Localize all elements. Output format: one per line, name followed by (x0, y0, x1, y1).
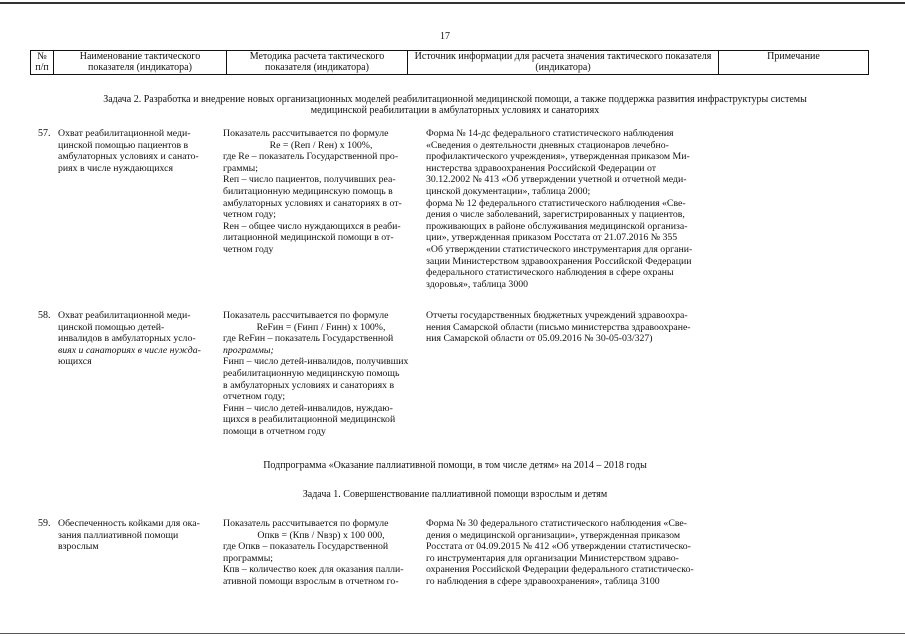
text-line: программы; (223, 552, 274, 564)
formula: ReFин = (Fинп / Fинн) х 100%, (256, 321, 386, 333)
formula: Опкв = (Кпв / Nвзр) х 100 000, (257, 529, 385, 541)
text-line: 30.12.2002 № 413 «Об утверждении учетной и отчетной меди- (426, 174, 687, 186)
text-line: ющихся (58, 356, 92, 368)
text-line: виях и санаториях в числе нужда- (58, 344, 201, 356)
text-line: зания паллиативной помощи (58, 529, 179, 541)
text-line: билитационную медицинскую помощь в (223, 185, 393, 197)
text-line: ативной помощи взрослым в отчетном го- (223, 575, 399, 587)
text-line: Росстата от 04.09.2015 № 412 «Об утверждении статистическо- (426, 541, 691, 553)
row-58-source (426, 310, 716, 345)
subprogram-title: Подпрограмма «Оказание паллиативной помощи, в том числе детям» на 2014 – 2018 годы (263, 460, 647, 471)
text-line: четном году (223, 243, 274, 255)
text-line: четном году; (223, 209, 277, 221)
text-line: ции», утвержденная приказом Росстата от 21.07.2016 № 355 (426, 232, 678, 244)
text-line: отчетном году; (223, 391, 286, 403)
text-line: риях в числе нуждающихся (58, 162, 173, 174)
text-line: амбулаторных условиях и санато- (58, 151, 199, 163)
text-line: цинской помощью детей- (58, 321, 165, 333)
text-line: инвалидов в амбулаторных усло- (58, 333, 196, 345)
text-line: Fинп – число детей-инвалидов, получивших (223, 356, 409, 368)
text-line: дения о медицинской организации», утвержденная приказом (426, 529, 681, 541)
text-line: взрослым (58, 541, 99, 553)
text-line: цинской помощью пациентов в (58, 139, 189, 151)
row-58-method (223, 310, 419, 438)
text-line: Охват реабилитационной меди- (58, 310, 191, 321)
row-57-name (58, 128, 218, 174)
header-name: Наименование тактического показателя (индикатора) (54, 51, 227, 75)
text-line: дения о числе заболеваний, зарегистрированных у пациентов, (426, 209, 685, 221)
text-line: Показатель рассчитывается по формуле (223, 518, 389, 529)
text-line: го наблюдения в сфере здравоохранения», таблица 3100 (426, 575, 660, 587)
text-line: программы; (223, 344, 274, 356)
header-method: Методика расчета тактического показателя (индикатора) (227, 51, 408, 75)
text-line: нистерства здравоохранения Российской Федерации от (426, 162, 656, 174)
text-line: в амбулаторных условиях и санаториях в (223, 379, 395, 391)
text-line: реабилитационную медицинскую помощь (223, 367, 400, 379)
text-line: Rеп – число пациентов, получивших реа- (223, 174, 396, 186)
text-line: проживающих в районе обслуживания медицинской организа- (426, 220, 688, 232)
text-line: помощи в отчетном году (223, 425, 326, 437)
text-line: Показатель рассчитывается по формуле (223, 128, 389, 139)
text-line: здоровья», таблица 3000 (426, 278, 529, 290)
text-line: ния Самарской области от 05.09.2016 № 30-05-03/327) (426, 333, 653, 345)
text-line: форма № 12 федерального статистического наблюдения «Све- (426, 197, 686, 209)
row-59-num: 59. (38, 518, 51, 529)
text-line: Форма № 30 федерального статистического наблюдения «Све- (426, 518, 688, 529)
text-line: граммы; (223, 162, 258, 174)
task1-title: Задача 1. Совершенствование паллиативной помощи взрослым и детям (302, 489, 608, 500)
header-num: № п/п (31, 51, 54, 75)
text-line: литационной медицинской помощи в от- (223, 232, 394, 244)
header-source: Источник информации для расчета значения тактического показателя (индикатора) (408, 51, 719, 75)
text-line: Показатель рассчитывается по формуле (223, 310, 389, 321)
text-line: федерального статистического наблюдения в сфере охраны (426, 267, 674, 279)
text-line: Отчеты государственных бюджетных учреждений здравоохра- (426, 310, 688, 321)
text-line: щихся в реабилитационной медицинской (223, 414, 396, 426)
text-line: где Rе – показатель Государственной про- (223, 151, 399, 163)
row-57-source (426, 128, 716, 290)
text-line: Обеспеченность койками для ока- (58, 518, 200, 529)
text-line: профилактического учреждения», утвержденная приказом Ми- (426, 151, 690, 163)
row-59-name (58, 518, 218, 553)
row-58-name (58, 310, 218, 368)
text-line: Форма № 14-дс федерального статистического наблюдения (426, 128, 674, 139)
text-line: Fинн – число детей-инвалидов, нуждаю- (223, 402, 393, 414)
text-line: охранения Российской Федерации федерального статистическо- (426, 564, 694, 576)
row-57-method (223, 128, 419, 256)
text-line: зации Министерством здравоохранения Российской Федерации (426, 255, 692, 267)
text-line: амбулаторных условиях и санаториях в от- (223, 197, 402, 209)
row-59-method (223, 518, 419, 588)
row-58-num: 58. (38, 310, 51, 321)
table-header (30, 50, 869, 75)
bottom-border (0, 633, 905, 634)
text-line: «Об утверждении статистического инструментария для органи- (426, 243, 693, 255)
task2-title: Задача 2. Разработка и внедрение новых организационных моделей реабилитационной медицинской помощи, а также поддержка развития инфраструктуры системы медицинской реабилитации в амбулаторных условиях и санаториях (103, 94, 807, 116)
row-57-num: 57. (38, 128, 51, 139)
text-line: Охват реабилитационной меди- (58, 128, 191, 139)
text-line: где Опкв – показатель Государственной (223, 541, 389, 553)
page-number: 17 (440, 31, 450, 42)
text-line: Rен – общее число нуждающихся в реаби- (223, 220, 401, 232)
header-note: Примечание (719, 51, 869, 75)
text-line: где ReFин – показатель Государственной (223, 333, 394, 345)
top-border (0, 2, 905, 4)
text-line: нения Самарской области (письмо министерства здравоохране- (426, 321, 691, 333)
text-line: «Сведения о деятельности дневных стационаров лечебно- (426, 139, 669, 151)
text-line: цинской документации», таблица 2000; (426, 185, 591, 197)
formula: Rе = (Rеп / Rен) х 100%, (269, 139, 373, 151)
text-line: Кпв – количество коек для оказания палли- (223, 564, 404, 576)
text-line: го инструментария для организации Министерством здраво- (426, 552, 679, 564)
row-59-source (426, 518, 716, 588)
